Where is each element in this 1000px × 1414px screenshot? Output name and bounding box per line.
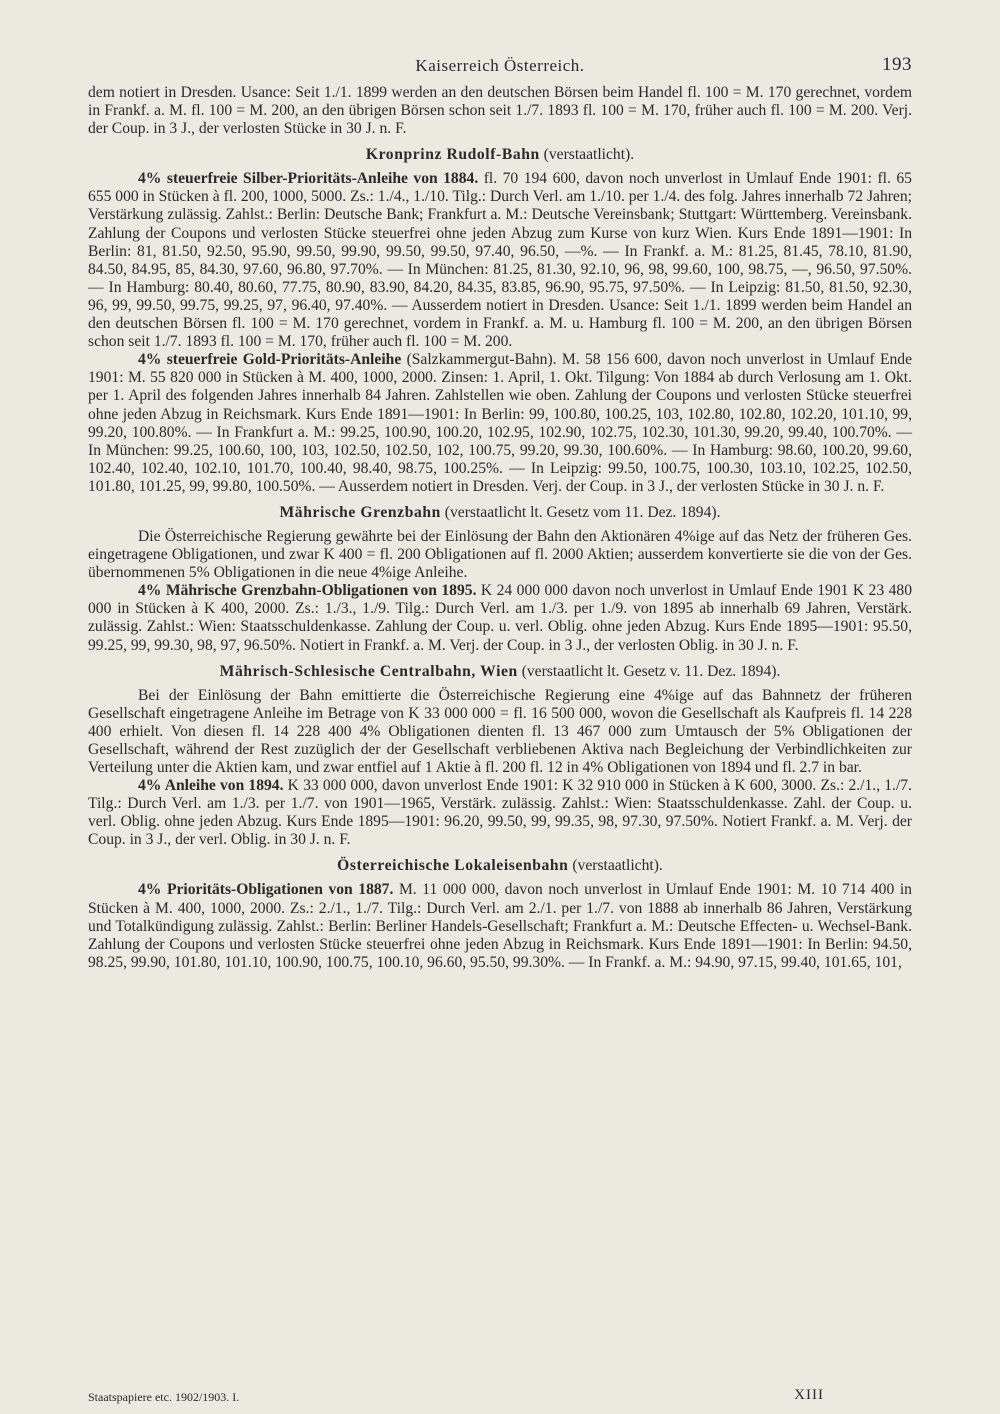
section-heading-name: Mährische Grenzbahn	[279, 503, 441, 521]
section-heading-note: (verstaatlicht).	[568, 857, 663, 875]
bond-text: M. 11 000 000, davon noch unverlost in Umlauf Ende 1901: M. 10 714 400 in Stücken à M. 400, 1000, 2000. Zs.: 2./1., 1./7. Tilg.: Durch Verl. am 2./1. per 1./7. von 1888 ab innerhalb 86 Jahren, Verstärkung und Totalkündigung zulässig. Zahlst.: Berlin: Berliner Handels-Gesellschaft; Frankfurt a. M.: Deutsche Effecten- u. Wechsel-Bank. Zahlung der Coupons und verlosten Stücke steuerfrei ohne jeden Abzug in Reichsmark. Kurs Ende 1891—1901: In Berlin: 94.50, 98.25, 99.90, 101.80, 101.10, 100.90, 100.75, 100.10, 96.60, 95.50, 99.30%. — In Frankf. a. M.: 94.90, 97.15, 99.40, 101.65, 101,	[88, 881, 912, 971]
bond-paragraph	[88, 170, 912, 351]
page-footer	[88, 1387, 912, 1405]
section-heading-name: Mährisch-Schlesische Centralbahn, Wien	[219, 662, 518, 680]
section-heading	[88, 857, 912, 875]
bond-paragraph	[88, 351, 912, 496]
body-text: Bei der Einlösung der Bahn emittierte die Österreichische Regierung eine 4%ige auf das Bahnnetz der früheren Gesellschaft eingetragene Anleihe im Betrage von K 33 000 000 = fl. 16 500 000, wovon die Gesellschaft als Kaufpreis fl. 14 228 400 erhielt. Von diesen fl. 14 228 400 4% Obligationen dienten fl. 13 467 000 zum Umtausch der 5% Obligationen der Gesellschaft, während der Rest zuzüglich der der Gesellschaft verbliebenen Aktiva nach Begleichung der Verbindlichkeiten zur Verteilung unter die Aktien kam, und zwar entfiel auf 1 Aktie à fl. 200 fl. 12 in 4% Obligationen von 1894 und fl. 2.7 in bar.	[88, 686, 912, 776]
section-heading	[88, 146, 912, 164]
bond-paragraph	[88, 777, 912, 849]
footer-imprint: Staatspapiere etc. 1902/1903. I.	[88, 1390, 240, 1404]
section-heading-name: Kronprinz Rudolf-Bahn	[365, 146, 540, 164]
section-heading-name: Österreichische Lokaleisenbahn	[337, 857, 569, 875]
bond-title: 4% Anleihe von 1894.	[138, 777, 284, 795]
section-heading-note: (verstaatlicht).	[539, 146, 635, 164]
bond-text: K 24 000 000 davon noch unverlost in Umlauf Ende 1901 K 23 480 000 in Stücken à K 400, 2000. Zs.: 1./3., 1./9. Tilg.: Durch Verl. am 1./3. per 1./9. von 1895 ab innerhalb 69 Jahren, Verstärk. zulässig. Zahlst.: Wien: Staatsschuldenkasse. Zahlung der Coup. u. verl. Oblig. ohne jeden Abzug. Kurs Ende 1895—1901: 95.50, 99.25, 99, 99.30, 98, 97, 96.50%. Notiert in Frankf. a. M. Verj. der Coup. in 3 J., der verlosten Oblig. in 30 J. n. F.	[88, 582, 912, 654]
sheet-signature: XIII	[794, 1387, 824, 1403]
page-number: 193	[882, 54, 912, 75]
section-heading	[88, 504, 912, 522]
bond-title: 4% Prioritäts-Obligationen von 1887.	[138, 881, 394, 899]
bond-title: 4% Mährische Grenzbahn-Obligationen von 1895.	[138, 582, 477, 600]
section-heading	[88, 663, 912, 681]
bond-paragraph	[88, 881, 912, 971]
bond-text: K 33 000 000, davon unverlost Ende 1901: K 32 910 000 in Stücken à K 600, 3000. Zs.: 2./1., 1./7. Tilg.: Durch Verl. am 1./3. per 1./7. von 1901—1965, Verstärk. zulässig. Zahlst.: Wien: Staatsschuldenkasse. Zahl. der Coup. u. verl. Oblig. ohne jeden Abzug. Kurs Ende 1895—1901: 96.20, 99.50, 99, 99.35, 98, 97.30, 97.50%. Notiert Frankf. a. M. Verj. der Coup. in 3 J., der verl. Oblig. in 30 J. n. F.	[88, 777, 912, 849]
bond-paragraph	[88, 582, 912, 654]
body-paragraph	[88, 687, 912, 777]
page-title: Kaiserreich Österreich.	[415, 56, 585, 75]
bond-text: (Salzkammergut-Bahn). M. 58 156 600, davon noch unverlost in Umlauf Ende 1901: M. 55 820 000 in Stücken à M. 400, 1000, 2000. Zinsen: 1. April, 1. Okt. Tilgung: Von 1884 ab durch Verlosung am 1. Okt. per 1. April des folgenden Jahres innerhalb 84 Jahren. Zahlstellen wie oben. Zahlung der Coupons und verlosten Stücke steuerfrei ohne jeden Abzug in Reichsmark. Kurs Ende 1891—1901: In Berlin: 99, 100.80, 100.25, 103, 102.80, 102.80, 102.20, 101.10, 99, 99.20, 100.80%. — In Frankfurt a. M.: 99.25, 100.90, 100.20, 102.95, 102.90, 102.75, 102.30, 101.30, 99.20, 99.40, 100.70%. — In München: 99.25, 100.60, 100, 103, 102.50, 102.50, 102, 100.75, 99.20, 99.30, 100.60%. — In Hamburg: 98.60, 100.20, 99.60, 102.40, 102.40, 102.10, 101.70, 100.40, 98.40, 98.75, 100.25%. — In Leipzig: 99.50, 100.75, 100.30, 103.10, 102.25, 102.50, 101.80, 101.25, 99, 99.80, 100.50%. — Ausserdem notiert in Dresden. Verj. der Coup. in 3 J., der verlosten Stücke in 30 J. n. F.	[88, 351, 913, 495]
intro-paragraph: dem notiert in Dresden. Usance: Seit 1./1. 1899 werden an den deutschen Börsen beim Handel fl. 100 = M. 170 gerechnet, vordem in Frankf. a. M. fl. 100 = M. 200, an den übrigen Börsen schon seit 1./7. 1893 fl. 100 = M. 170, früher auch fl. 100 = M. 200. Verj. der Coup. in 3 J., der verlosten Stücke in 30 J. n. F.	[88, 84, 912, 138]
body-text: Die Österreichische Regierung gewährte bei der Einlösung der Bahn den Aktionären 4%ige auf das Netz der früheren Ges. eingetragene Obligationen, und zwar K 400 = fl. 200 Obligationen auf fl. 2000 Aktien; ausserdem konvertierte sie die von der Ges. übernommenen 5% Obligationen in die neue 4%ige Anleihe.	[88, 527, 912, 582]
section-heading-note: (verstaatlicht lt. Gesetz vom 11. Dez. 1894).	[440, 503, 721, 521]
body-paragraph	[88, 528, 912, 582]
bond-title: 4% steuerfreie Silber-Prioritäts-Anleihe von 1884.	[138, 170, 479, 188]
bond-title: 4% steuerfreie Gold-Prioritäts-Anleihe	[138, 351, 402, 369]
section-heading-note: (verstaatlicht lt. Gesetz v. 11. Dez. 1894).	[517, 662, 781, 680]
running-head	[88, 50, 912, 84]
bond-text: fl. 70 194 600, davon noch unverlost in Umlauf Ende 1901: fl. 65 655 000 in Stücken à fl. 200, 1000, 5000. Zs.: 1./4., 1./10. Tilg.: Durch Verl. am 1./10. per 1./4. des folg. Jahres innerhalb 72 Jahren; Verstärkung zulässig. Zahlst.: Berlin: Deutsche Bank; Frankfurt a. M.: Deutsche Vereinsbank; Stuttgart: Württemberg. Vereinsbank. Zahlung der Coupons und verlosten Stücke steuerfrei ohne jeden Abzug zum Kurse von kurz Wien. Kurs Ende 1891—1901: In Berlin: 81, 81.50, 92.50, 95.90, 99.50, 99.90, 99.50, 99.50, 97.40, 96.50, —%. — In Frankf. a. M.: 81.25, 81.45, 78.10, 81.90, 84.50, 84.95, 85, 84.30, 97.60, 96.80, 97.70%. — In München: 81.25, 81.30, 92.10, 96, 98, 99.60, 100, 98.75, —, 96.50, 97.50%. — In Hamburg: 80.40, 80.60, 77.75, 80.90, 83.90, 84.20, 84.35, 83.85, 96.90, 95.75, 97.50%. — In Leipzig: 81.50, 81.50, 92.30, 96, 99, 99.50, 99.75, 99.25, 97, 96.40, 97.40%. — Ausserdem notiert in Dresden. Usance: Seit 1./1. 1899 werden beim Handel an den deutschen Börsen fl. 100 = M. 170 gerechnet, vordem in Frankf. a. M. u. Hamburg fl. 100 = M. 200, an den übrigen Börsen schon seit 1./7. 1893 fl. 100 = M. 170, früher auch fl. 100 = M. 200.	[88, 170, 912, 351]
